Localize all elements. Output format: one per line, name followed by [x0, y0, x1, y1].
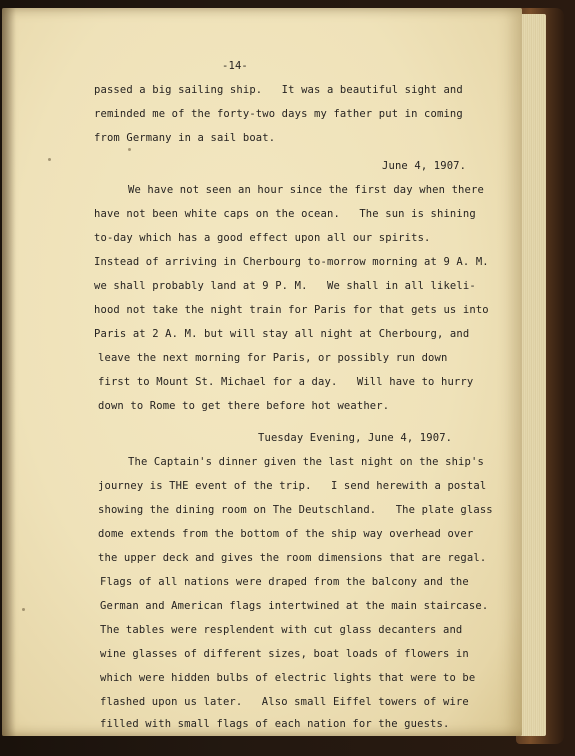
text-line: We have not seen an hour since the first day when there — [128, 184, 484, 196]
typewritten-page — [2, 8, 522, 736]
date-heading: Tuesday Evening, June 4, 1907. — [258, 432, 453, 444]
text-line: showing the dining room on The Deutschland. The plate glass — [98, 504, 493, 516]
text-line: first to Mount St. Michael for a day. Will have to hurry — [98, 376, 474, 388]
text-line: which were hidden bulbs of electric lights that were to be — [100, 672, 476, 684]
date-heading: June 4, 1907. — [382, 160, 467, 172]
text-line: German and American flags intertwined at the main staircase. — [100, 600, 489, 612]
text-line: filled with small flags of each nation for the guests. — [100, 718, 450, 730]
text-line: flashed upon us later. Also small Eiffel towers of wire — [100, 696, 469, 708]
text-line: reminded me of the forty-two days my father put in coming — [94, 108, 463, 120]
text-line: Flags of all nations were draped from the balcony and the — [100, 576, 469, 588]
text-line: passed a big sailing ship. It was a beautiful sight and — [94, 84, 463, 96]
text-line: from Germany in a sail boat. — [94, 132, 276, 144]
text-line: to-day which has a good effect upon all our spirits. — [94, 232, 431, 244]
text-line: wine glasses of different sizes, boat loads of flowers in — [100, 648, 469, 660]
ink-speck — [128, 148, 131, 151]
text-line: dome extends from the bottom of the ship way overhead over — [98, 528, 474, 540]
text-line: the upper deck and gives the room dimensions that are regal. — [98, 552, 487, 564]
text-line: Paris at 2 A. M. but will stay all night at Cherbourg, and — [94, 328, 470, 340]
text-line: Instead of arriving in Cherbourg to-morrow morning at 9 A. M. — [94, 256, 489, 268]
text-line: have not been white caps on the ocean. The sun is shining — [94, 208, 476, 220]
text-line: The tables were resplendent with cut glass decanters and — [100, 624, 463, 636]
text-line: we shall probably land at 9 P. M. We shall in all likeli- — [94, 280, 476, 292]
text-line: down to Rome to get there before hot weather. — [98, 400, 390, 412]
page-number: -14- — [222, 60, 248, 72]
text-line: journey is THE event of the trip. I send herewith a postal — [98, 480, 487, 492]
page-text — [2, 8, 522, 736]
ink-speck — [22, 608, 25, 611]
ink-speck — [48, 158, 51, 161]
text-line: leave the next morning for Paris, or possibly run down — [98, 352, 448, 364]
text-line: hood not take the night train for Paris for that gets us into — [94, 304, 489, 316]
text-line: The Captain's dinner given the last night on the ship's — [128, 456, 484, 468]
